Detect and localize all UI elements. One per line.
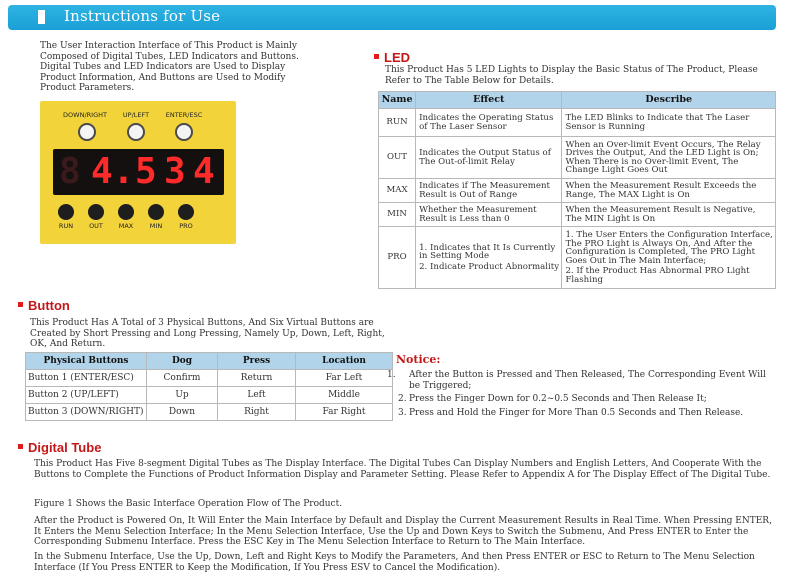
table-header-cell: Location <box>296 353 393 370</box>
table-header-cell: Physical Buttons <box>26 353 147 370</box>
table-cell: Right <box>218 404 296 421</box>
header-square-icon <box>38 10 45 24</box>
digital-tube-paragraph-2: Figure 1 Shows the Basic Interface Operation Flow of The Product. <box>34 499 343 509</box>
display-digit-1: 8 <box>59 151 81 192</box>
led-max-indicator <box>118 204 134 220</box>
list-item: 1. The User Enters the Configuration Interface, The PRO Light is Always On, And After the Configuration is Completed, The PRO Light Goes Out in The Main Interface; <box>565 230 773 266</box>
led-intro: This Product Has 5 LED Lights to Display the Basic Status of The Product, Please Refer to The Table Below for Details. <box>385 65 758 86</box>
table-cell: Button 1 (ENTER/ESC) <box>26 370 147 387</box>
digital-tube-paragraph-1: This Product Has Five 8-segment Digital Tubes as The Display Interface. The Digital Tubes Can Display Numbers and English Letters, And Cooperate With the Buttons to Complete the Functions of Product Information Display and Parameter Setting. Please Refer to Appendix A for The Display Effect of The Digital Tube. <box>34 459 771 480</box>
table-cell: Left <box>218 387 296 404</box>
display-digit-4: 3 <box>164 151 186 192</box>
table-cell: Button 3 (DOWN/RIGHT) <box>26 404 147 421</box>
table-row <box>379 109 776 137</box>
table-cell: RUN <box>379 109 416 137</box>
intro-paragraph: The User Interaction Interface of This Product is Mainly Composed of Digital Tubes, LED Indicators and Buttons. Digital Tubes and LED Indicators are Used to Display Product Information, And Buttons are Used to Modify Product Parameters. <box>40 41 299 93</box>
table-cell: Indicates the Operating Status of The Laser Sensor <box>416 109 562 137</box>
table-cell: When an Over-limit Event Occurs, The Relay Drives the Output, And the LED Light is On; When There is no Over-limit Event, The Change Light Goes Out <box>562 137 776 179</box>
led-label-max: MAX <box>118 222 134 230</box>
led-min-indicator <box>148 204 164 220</box>
table-row <box>379 137 776 179</box>
led-section-title: LED <box>374 50 410 65</box>
table-header-cell: Describe <box>562 92 776 109</box>
table-cell: When the Measurement Result is Negative, The MIN Light is On <box>562 203 776 227</box>
table-row <box>379 203 776 227</box>
table-row <box>26 404 393 421</box>
table-cell: Far Right <box>296 404 393 421</box>
display-digit-5: 4 <box>193 151 215 192</box>
table-row <box>379 179 776 203</box>
table-header-row <box>26 353 393 370</box>
up-left-button <box>127 123 145 141</box>
table-cell: When the Measurement Result Exceeds the Range, The MAX Light is On <box>562 179 776 203</box>
led-table <box>378 91 776 289</box>
table-cell: Whether the Measurement Result is Less than 0 <box>416 203 562 227</box>
notice-item-2: 2. Press the Finger Down for 0.2~0.5 Seconds and Then Release It; <box>398 394 707 404</box>
table-cell: Down <box>147 404 218 421</box>
down-right-button <box>78 123 96 141</box>
table-header-cell: Dog <box>147 353 218 370</box>
table-header-cell: Effect <box>416 92 562 109</box>
table-cell <box>562 227 776 289</box>
table-row <box>26 387 393 404</box>
table-cell: Far Left <box>296 370 393 387</box>
list-item: 2. If the Product Has Abnormal PRO Light Flashing <box>565 266 750 285</box>
section-bullet-icon <box>374 54 379 59</box>
button-intro: This Product Has A Total of 3 Physical Buttons, And Six Virtual Buttons are Created by Short Pressing and Long Pressing, Namely Up, Down, Left, Right, OK, And Return. <box>30 318 385 349</box>
led-label-min: MIN <box>149 222 163 230</box>
button-label-up-left: UP/LEFT <box>122 111 150 119</box>
table-header-cell: Name <box>379 92 416 109</box>
list-item: 1. Indicates that It Is Currently in Setting Mode <box>419 242 556 262</box>
table-cell: The LED Blinks to Indicate that The Laser Sensor is Running <box>562 109 776 137</box>
digital-tube-paragraph-4: In the Submenu Interface, Use the Up, Down, Left and Right Keys to Modify the Parameters, And then Press ENTER or ESC to Return to The Menu Selection Interface (If You Press ENTER to Keep the Modification, If You Press ESV to Cancel the Modification). <box>34 552 755 573</box>
digital-tube-display <box>53 149 224 195</box>
display-digit-2: 4. <box>91 151 135 192</box>
table-cell: Return <box>218 370 296 387</box>
led-pro-indicator <box>178 204 194 220</box>
section-bullet-icon <box>18 302 23 307</box>
notice-item-3: 3. Press and Hold the Finger for More Than 0.5 Seconds and Then Release. <box>398 408 744 418</box>
notice-title: Notice: <box>396 353 441 366</box>
button-label-down-right: DOWN/RIGHT <box>63 111 107 119</box>
table-cell: Button 2 (UP/LEFT) <box>26 387 147 404</box>
enter-esc-button <box>175 123 193 141</box>
page-header <box>8 5 776 30</box>
table-cell: OUT <box>379 137 416 179</box>
button-label-enter-esc: ENTER/ESC <box>165 111 203 119</box>
table-cell <box>416 227 562 289</box>
led-out-indicator <box>88 204 104 220</box>
table-cell: Confirm <box>147 370 218 387</box>
table-cell: Indicates the Output Status of The Out-of-limit Relay <box>416 137 562 179</box>
table-cell: Indicates if The Measurement Result is Out of Range <box>416 179 562 203</box>
table-cell: PRO <box>379 227 416 289</box>
led-label-pro: PRO <box>179 222 193 230</box>
button-section-title: Button <box>18 298 70 313</box>
section-bullet-icon <box>18 444 23 449</box>
device-panel-image <box>40 101 236 244</box>
table-header-cell: Press <box>218 353 296 370</box>
table-cell: Middle <box>296 387 393 404</box>
table-header-row <box>379 92 776 109</box>
table-cell: Up <box>147 387 218 404</box>
digital-tube-section-title: Digital Tube <box>18 440 101 455</box>
display-digit-3: 5 <box>135 151 157 192</box>
list-item: 2. Indicate Product Abnormality <box>419 261 560 272</box>
page-title: Instructions for Use <box>64 7 221 25</box>
table-cell: MIN <box>379 203 416 227</box>
table-row <box>26 370 393 387</box>
table-cell: MAX <box>379 179 416 203</box>
notice-item-1: 1. After the Button is Pressed and Then Released, The Corresponding Event Will be Triggered; <box>387 370 766 391</box>
table-row <box>379 227 776 289</box>
led-label-out: OUT <box>89 222 103 230</box>
led-run-indicator <box>58 204 74 220</box>
button-table <box>25 352 393 421</box>
digital-tube-paragraph-3: After the Product is Powered On, It Will Enter the Main Interface by Default and Display the Current Measurement Results in Real Time. When Pressing ENTER, It Enters the Menu Selection Interface; In the Menu Selection Interface, Use the Up and Down Keys to Switch the Submenu, And Press ENTER to Enter the Corresponding Submenu Interface. Press the ESC Key in The Menu Selection Interface to Return to The Main Interface. <box>34 516 772 547</box>
led-label-run: RUN <box>58 222 74 230</box>
